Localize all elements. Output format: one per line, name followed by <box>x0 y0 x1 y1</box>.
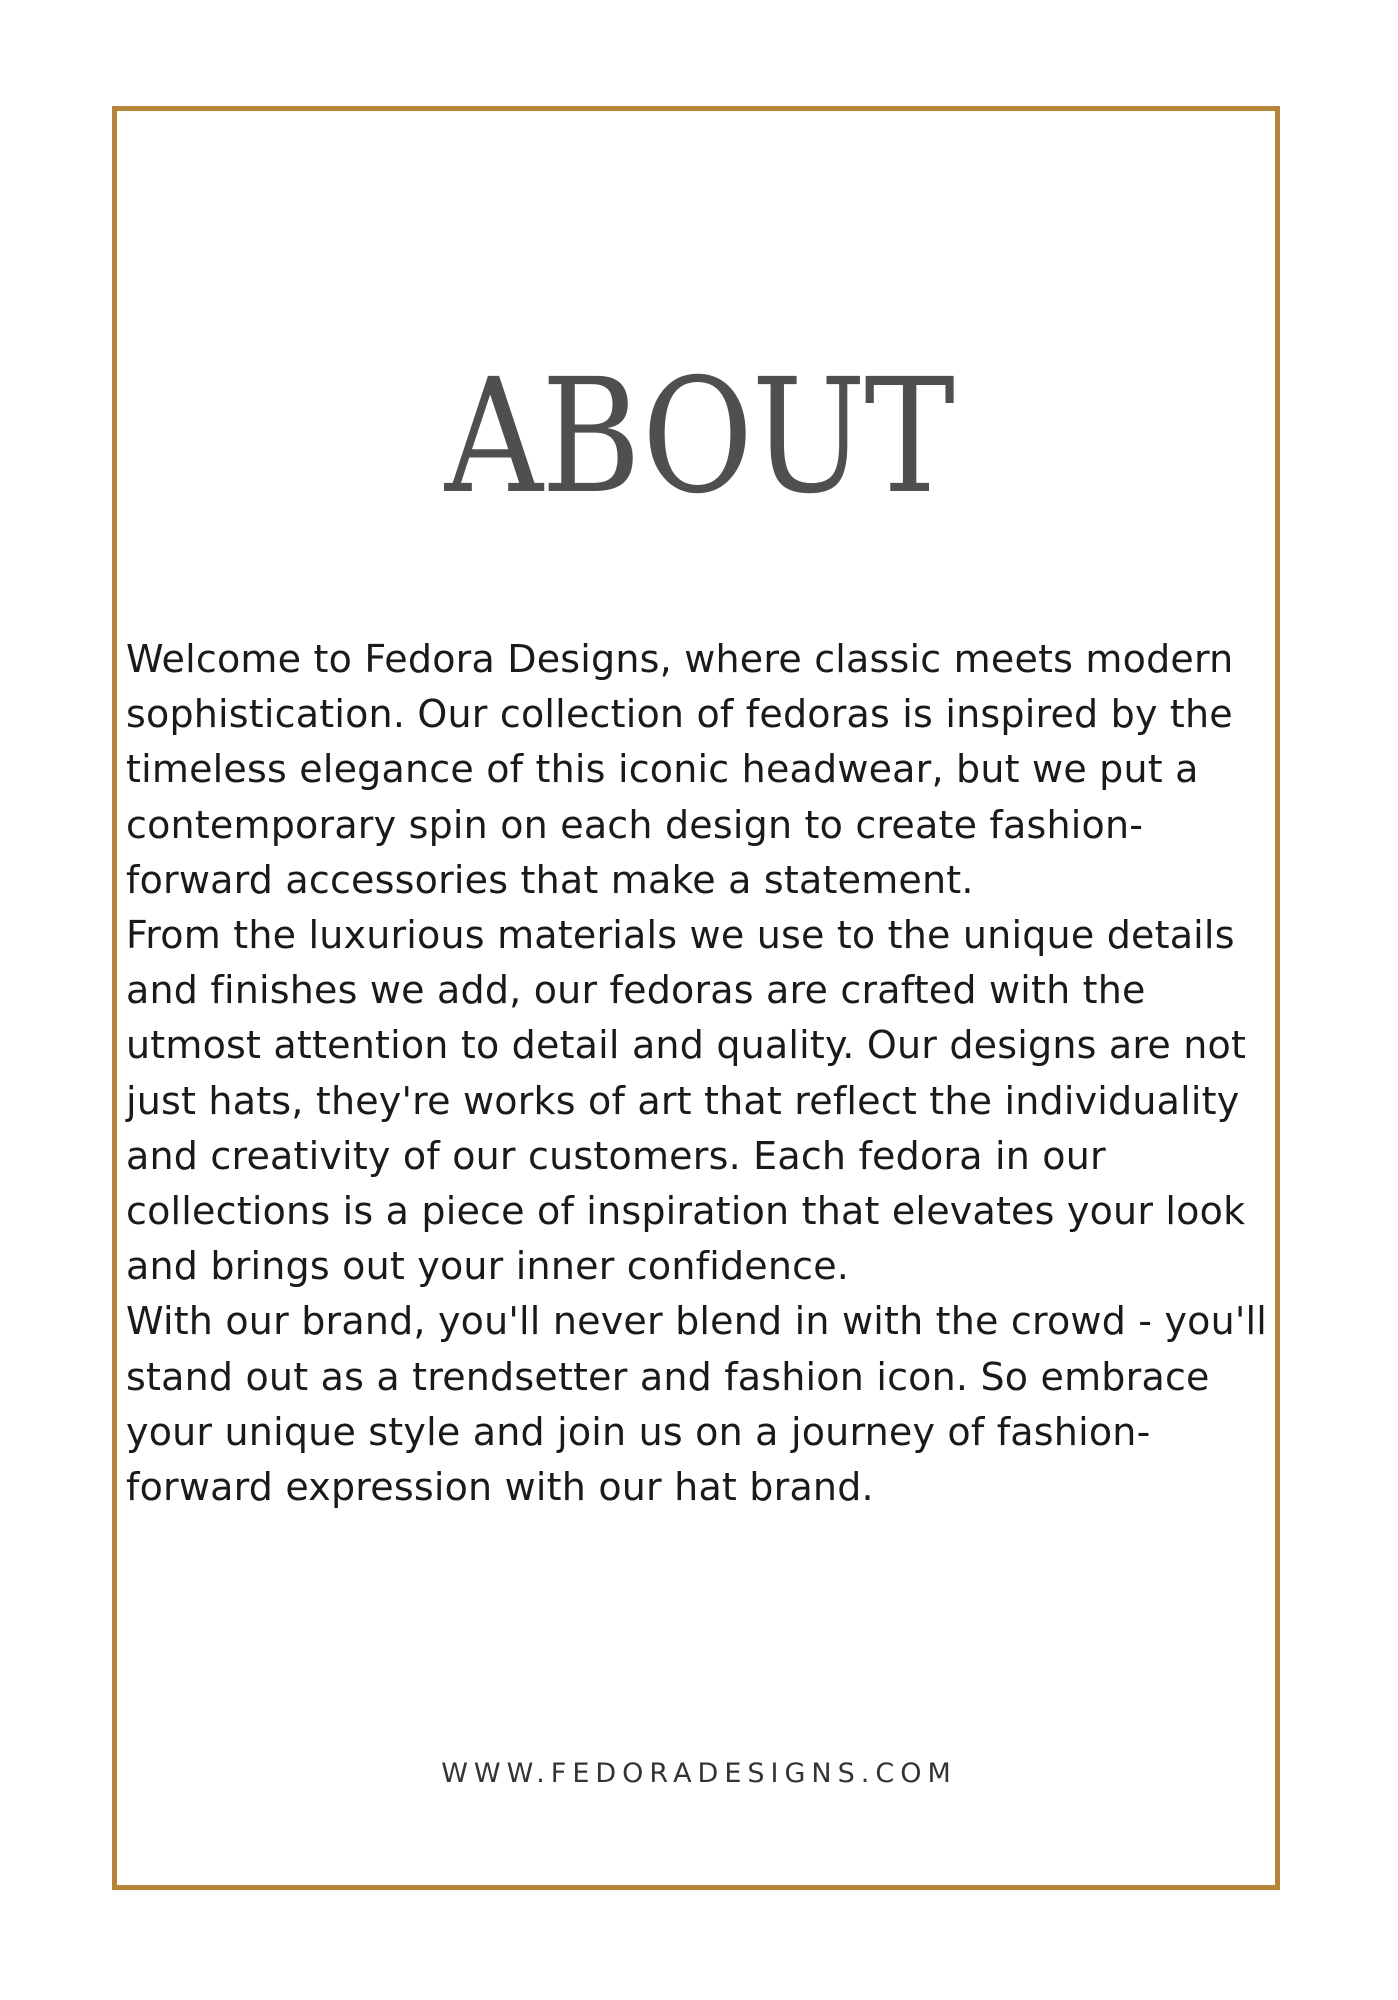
about-paragraph-3: With our brand, you'll never blend in with the crowd - you'll stand out as a trendsetter and fashion icon. So embrace your unique style and join us on a journey of fashion-forward expression with our hat brand. <box>126 1299 1268 1510</box>
page-title: ABOUT <box>444 345 954 529</box>
website-url: WWW.FEDORADESIGNS.COM <box>441 1758 957 1789</box>
about-paragraph-1: Welcome to Fedora Designs, where classic meets modern sophistication. Our collection of fedoras is inspired by the timeless elegance of this iconic headwear, but we put a contemporary spin on each design to create fashion-forward accessories that make a statement. <box>126 637 1234 902</box>
about-body <box>126 632 1276 1515</box>
about-paragraph-2: From the luxurious materials we use to the unique details and finishes we add, our fedoras are crafted with the utmost attention to detail and quality. Our designs are not just hats, they're works of art that reflect the individuality and creativity of our customers. Each fedora in our collections is a piece of inspiration that elevates your look and brings out your inner confidence. <box>126 913 1247 1289</box>
